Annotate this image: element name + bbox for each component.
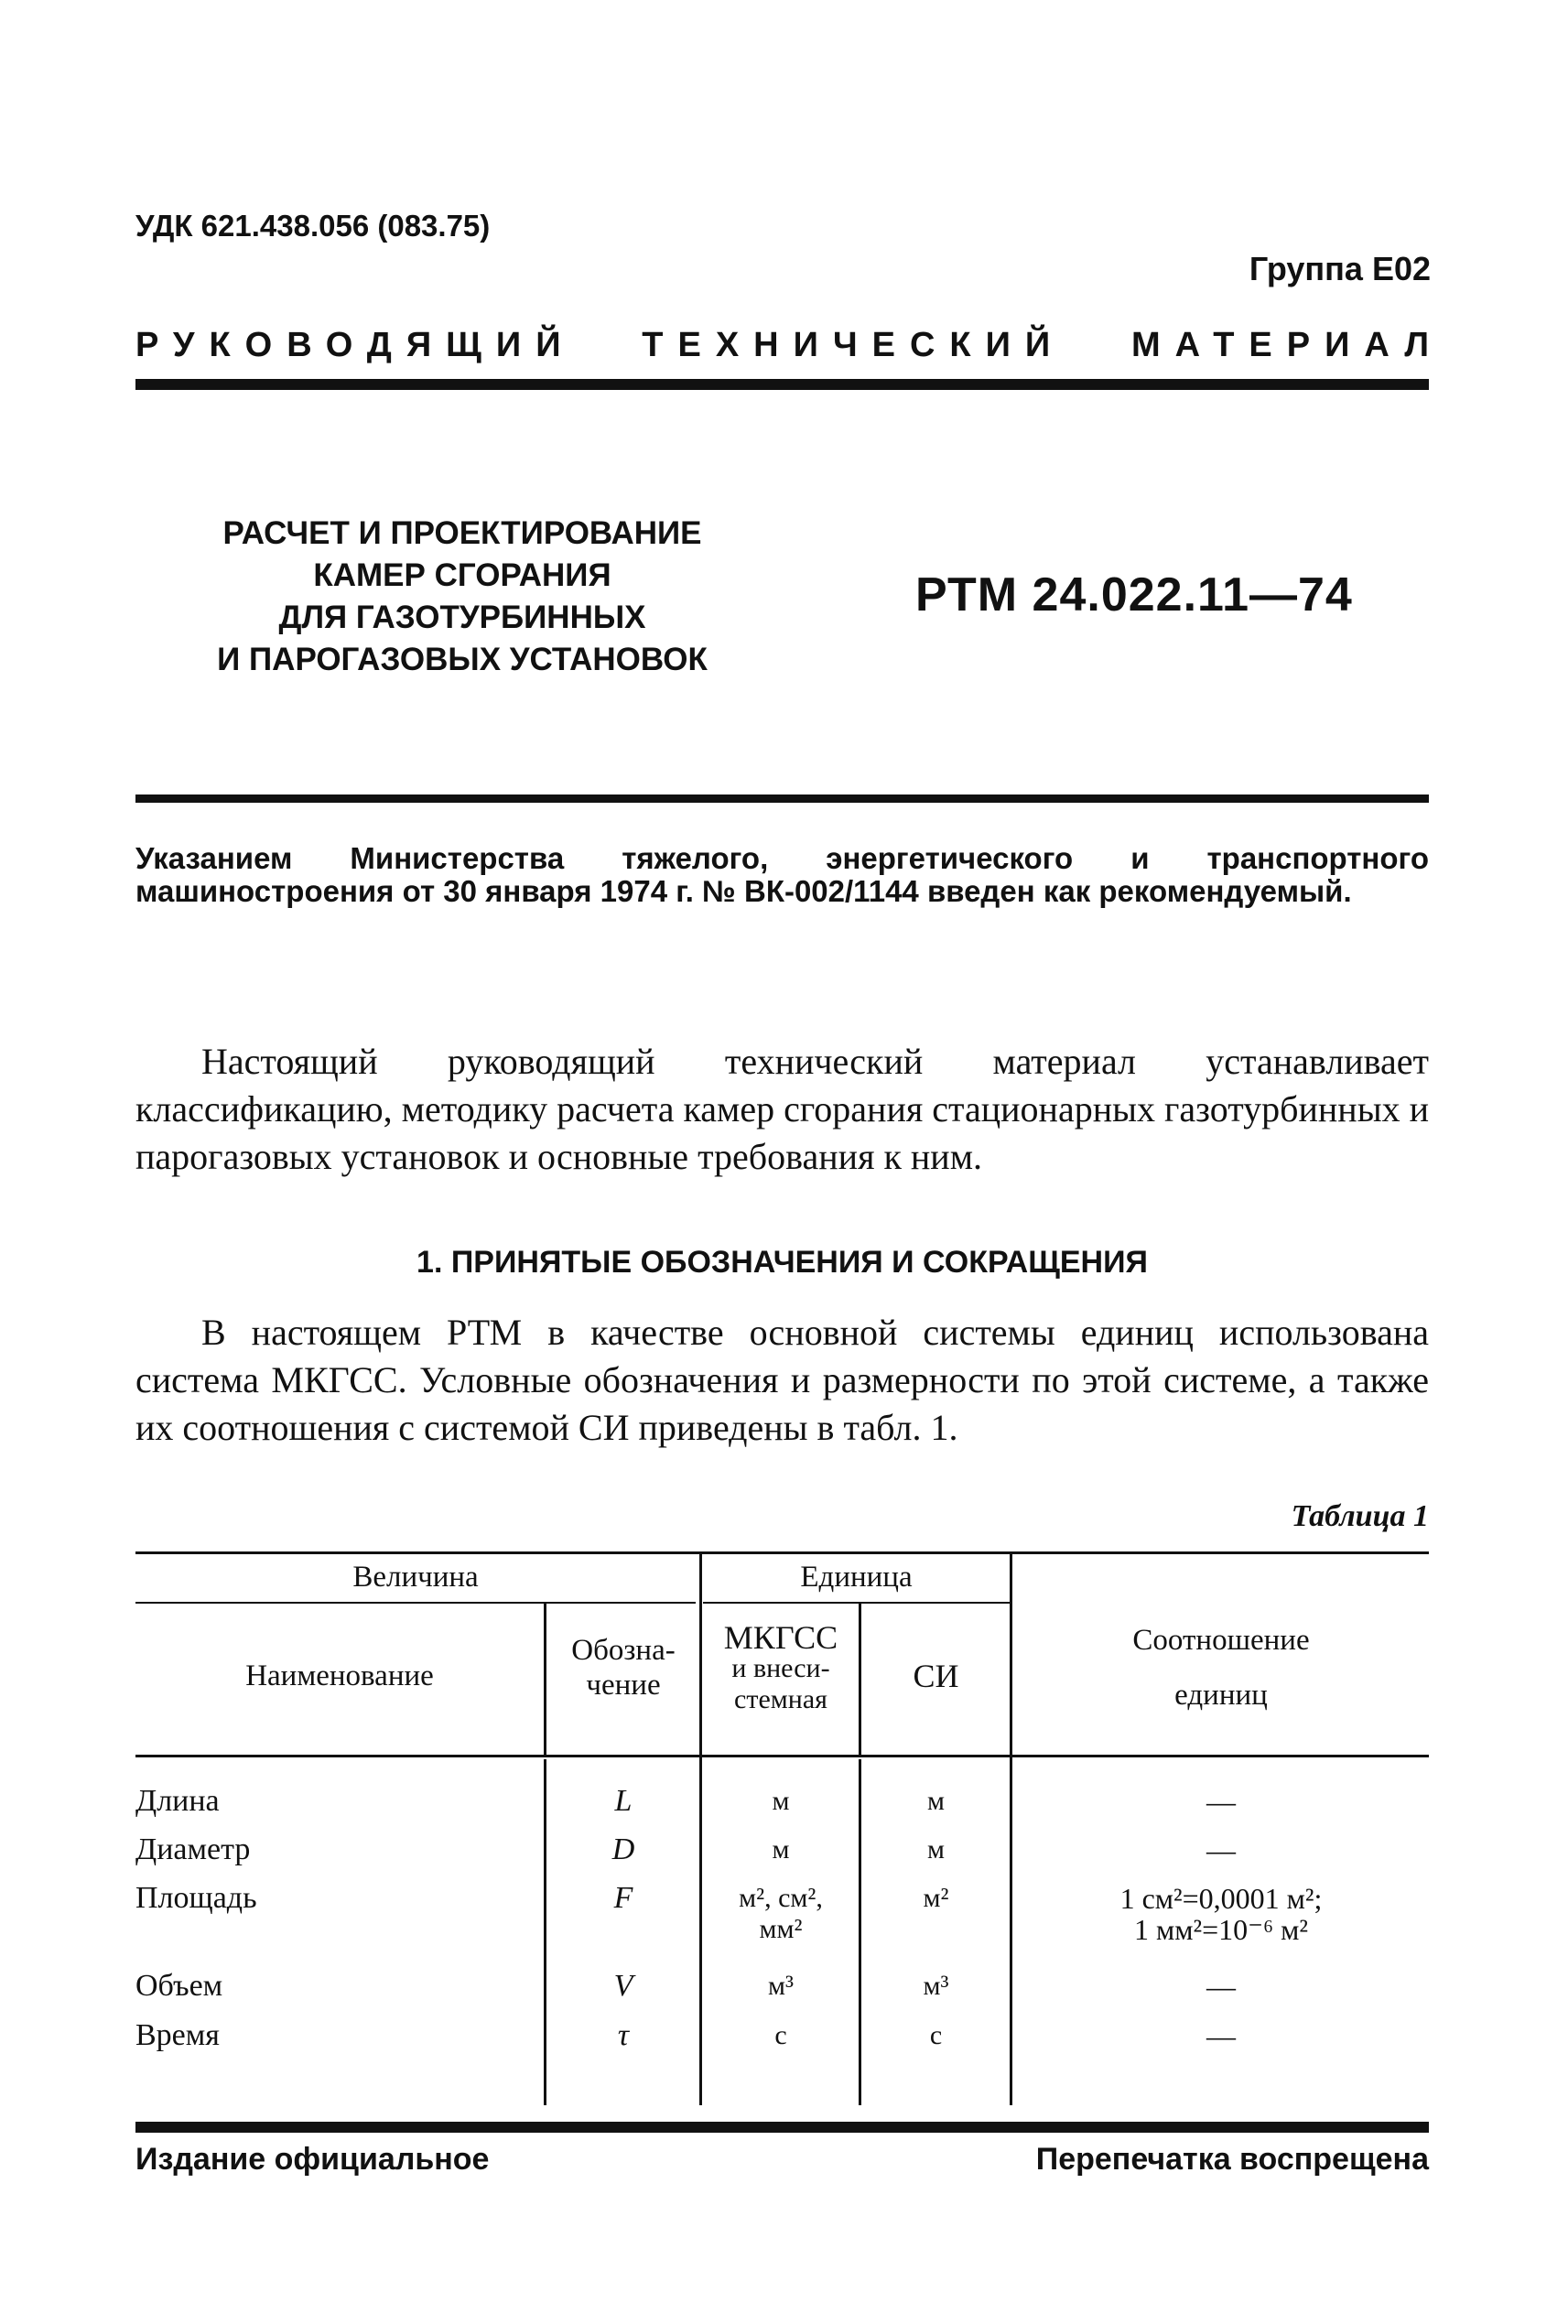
header-quantity-group: Величина (352, 1561, 479, 1594)
table-cell-mkgss: м², см², (739, 1883, 823, 1913)
table-cell-symbol: τ (617, 2018, 630, 2052)
col-divider-3-header (859, 1604, 861, 1756)
section-1-heading: 1. ПРИНЯТЫЕ ОБОЗНАЧЕНИЯ И СОКРАЩЕНИЯ (416, 1245, 1148, 1280)
table-cell-si: м² (923, 1883, 949, 1913)
table-cell-name: Время (135, 2018, 220, 2052)
table-cell-mkgss: м (772, 1834, 790, 1865)
unit-group-rule (703, 1602, 1010, 1604)
paragraph-1: Настоящий руководящий технический материал устанавливает классификацию, методику расчета камер сгорания стационарных газотурбинных и парогазовых установок и основные требования к ним. (135, 1041, 1429, 1177)
table-cell-relation: 1 см²=0,0001 м²; (1119, 1882, 1323, 1915)
doc-type-word-2: ТЕХНИЧЕСКИЙ (642, 326, 1065, 364)
table-cell-name: Площадь (135, 1881, 257, 1915)
header-symbol (547, 1633, 699, 1702)
doc-type-word-3: МАТЕРИАЛ (1131, 326, 1444, 364)
col-divider-1-header (544, 1604, 546, 1756)
table-cell-symbol: V (613, 1969, 633, 2003)
table-cell-si: м³ (923, 1971, 949, 2001)
doc-type-word-1: РУКОВОДЯЩИЙ (135, 326, 576, 364)
col-divider-1-body (544, 1759, 546, 2105)
table-cell-relation: — (1206, 2019, 1236, 2052)
table-cell-si: м (927, 1834, 945, 1865)
section-1-paragraph: В настоящем РТМ в качестве основной системы единиц использована система МКГСС. Условные обозначения и размерности по этой системе, а также их соотношения с системой СИ приведены в табл. 1. (135, 1312, 1429, 1448)
col-divider-4 (1010, 1554, 1012, 2105)
document-type-heading (135, 326, 1444, 365)
table-cell-symbol: F (613, 1881, 633, 1915)
title-line-2: КАМЕР СГОРАНИЯ (313, 557, 611, 593)
header-rule (135, 379, 1429, 390)
table-cell-symbol: D (611, 1832, 635, 1866)
header-si: СИ (913, 1658, 959, 1694)
title-line-1: РАСЧЕТ И ПРОЕКТИРОВАНИЕ (222, 515, 702, 551)
table-cell-name: Диаметр (135, 1832, 251, 1866)
group-code: Группа Е02 (1249, 250, 1431, 287)
table-caption: Таблица 1 (1291, 1499, 1429, 1533)
col-divider-2 (699, 1554, 702, 2105)
footer-official-edition: Издание официальное (135, 2142, 490, 2177)
header-name: Наименование (245, 1659, 434, 1692)
table-cell-si: с (929, 2020, 943, 2050)
title-rule (135, 794, 1429, 803)
table-cell-symbol: L (614, 1784, 633, 1818)
header-symbol-line-1: Обозна- (571, 1634, 676, 1667)
title-line-3: ДЛЯ ГАЗОТУРБИННЫХ (278, 600, 646, 635)
col-divider-3-body (859, 1759, 861, 2105)
table-cell-mkgss: м³ (768, 1971, 794, 2001)
footer-rule (135, 2122, 1429, 2133)
header-bottom-rule (135, 1755, 1429, 1757)
quantity-group-rule (135, 1602, 696, 1604)
header-relation-line-1: Соотношение (1132, 1624, 1310, 1657)
footer-reprint-notice: Перепечатка воспрещена (1035, 2142, 1429, 2177)
table-cell-relation-line-2: 1 мм²=10⁻⁶ м² (1133, 1913, 1309, 1946)
header-mkgss (703, 1619, 859, 1715)
header-mkgss-line-3: стемная (734, 1684, 827, 1714)
table-cell-mkgss: с (774, 2020, 787, 2050)
document-title (188, 513, 737, 681)
table-cell-relation: — (1206, 1833, 1236, 1866)
header-unit-group: Единица (800, 1561, 913, 1594)
header-relation-line-2: единиц (1174, 1679, 1268, 1712)
table-cell-relation: — (1206, 1785, 1236, 1818)
header-symbol-line-2: чение (586, 1669, 661, 1702)
title-line-4: И ПАРОГАЗОВЫХ УСТАНОВОК (217, 642, 708, 677)
introduction-note: Указанием Министерства тяжелого, энергетического и транспортного машиностроения от 30 января 1974 г. № ВК-002/1144 введен как рекомендуемый. (135, 841, 1429, 908)
table-cell-si: м (927, 1786, 945, 1816)
table-cell-name: Длина (135, 1784, 220, 1818)
table-cell-relation: — (1206, 1970, 1236, 2003)
document-number: РТМ 24.022.11—74 (915, 568, 1353, 622)
header-mkgss-line-2: и внеси- (731, 1653, 830, 1683)
header-mkgss-line-1: МКГСС (723, 1619, 838, 1656)
table-cell-mkgss: м (772, 1786, 790, 1816)
table-cell-mkgss-line-2: мм² (759, 1914, 803, 1944)
table-top-rule (135, 1551, 1429, 1554)
header-relation (1013, 1613, 1429, 1723)
udk-code: УДК 621.438.056 (083.75) (135, 209, 491, 243)
table-cell-name: Объем (135, 1969, 223, 2003)
